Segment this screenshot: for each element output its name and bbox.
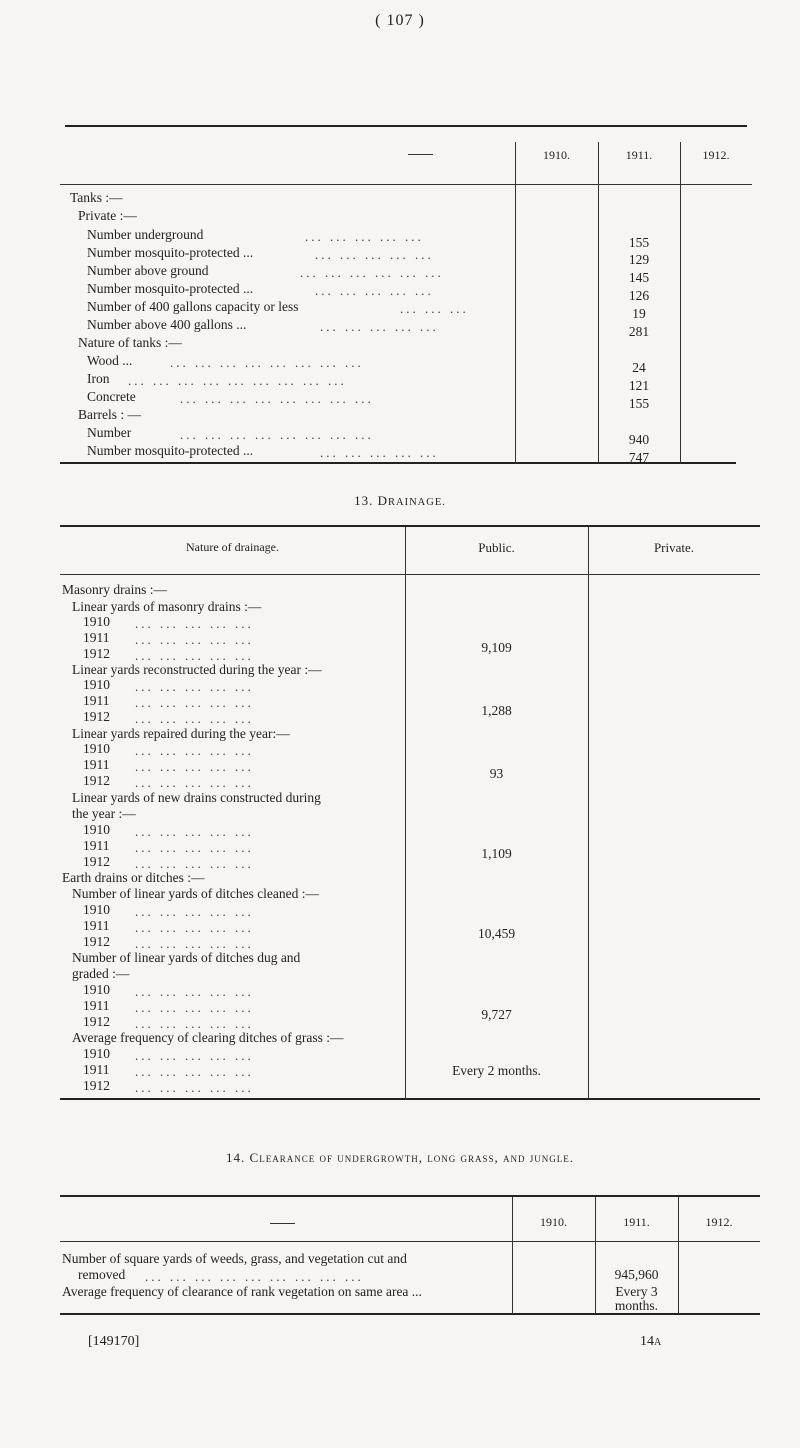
year-label: 1911 <box>83 918 110 933</box>
leader-dots: ... ... ... ... ... ... ... ... ... <box>128 373 347 388</box>
row-label: Number underground <box>87 227 204 242</box>
section-label: Tanks :— <box>70 190 123 205</box>
cell-value: 940 <box>628 432 650 447</box>
year-label: 1912 <box>83 934 110 949</box>
row-label: Linear yards reconstructed during the year :— <box>72 662 322 677</box>
year-label: 1911 <box>83 630 110 645</box>
year-label: 1911 <box>83 693 110 708</box>
leader-dots: ... ... ... ... ... <box>135 824 254 839</box>
year-label: 1911 <box>83 838 110 853</box>
section-label: Masonry drains :— <box>62 582 167 597</box>
page-number: ( 107 ) <box>375 12 425 29</box>
cell-value: 155 <box>628 235 650 250</box>
column-divider <box>588 527 589 1099</box>
leader-dots: ... ... ... ... ... <box>135 1064 254 1079</box>
row-label: graded :— <box>72 966 130 981</box>
leader-dots: ... ... ... ... ... <box>135 616 254 631</box>
column-divider <box>680 142 681 464</box>
section-label: Nature of tanks :— <box>78 335 182 350</box>
year-label: 1912 <box>83 709 110 724</box>
cell-value: 145 <box>628 270 650 285</box>
cell-value: 1,109 <box>481 846 512 861</box>
column-header: Public. <box>478 540 515 555</box>
year-label: 1912 <box>83 773 110 788</box>
leader-dots: ... ... ... ... ... <box>305 229 424 244</box>
row-label: Number mosquito-protected ... <box>87 443 254 458</box>
row-label: Number <box>87 425 132 440</box>
year-header: 1911. <box>623 1215 650 1229</box>
year-header: 1912. <box>702 148 730 162</box>
year-label: 1910 <box>83 614 110 629</box>
section-title-clearance: 14. Clearance of undergrowth, long grass, and jungle. <box>226 1150 574 1165</box>
cell-value: 24 <box>632 360 646 375</box>
cell-value: 126 <box>628 288 650 303</box>
row-label: Wood ... <box>87 353 133 368</box>
leader-dots: ... ... ... ... ... <box>135 679 254 694</box>
year-label: 1912 <box>83 854 110 869</box>
year-header: 1911. <box>625 148 653 162</box>
row-label: Concrete <box>87 389 136 404</box>
leader-dots: ... ... ... ... ... <box>135 984 254 999</box>
cell-value: 945,960 <box>614 1267 659 1282</box>
row-label: the year :— <box>72 806 136 821</box>
cell-value: 129 <box>628 252 650 267</box>
cell-value: 19 <box>632 306 646 321</box>
row-label: Iron <box>87 371 110 386</box>
leader-dots: ... ... ... ... ... ... ... ... <box>180 427 374 442</box>
column-header: Nature of drainage. <box>186 540 279 554</box>
leader-dots: ... ... ... ... ... <box>320 445 439 460</box>
cell-value: 155 <box>628 396 650 411</box>
year-label: 1911 <box>83 757 110 772</box>
cell-value: Every 2 months. <box>452 1063 541 1078</box>
cell-value: 1,288 <box>481 703 512 718</box>
table-rule-top <box>65 125 747 127</box>
table-rule-top <box>60 1195 760 1197</box>
leader-dots: ... ... ... ... ... <box>135 936 254 951</box>
year-label: 1910 <box>83 902 110 917</box>
year-label: 1911 <box>83 1062 110 1077</box>
cell-value: 747 <box>628 450 650 465</box>
leader-dots: ... ... ... ... ... <box>135 856 254 871</box>
leader-dots: ... ... ... ... ... <box>315 247 434 262</box>
leader-dots: ... ... ... ... ... ... <box>300 265 444 280</box>
year-header: 1910. <box>543 148 570 162</box>
cell-value: 9,109 <box>481 640 512 655</box>
cell-value: 121 <box>628 378 650 393</box>
cell-value: months. <box>614 1298 659 1313</box>
row-label: Number of linear yards of ditches dug and <box>72 950 301 965</box>
leader-dots: ... ... ... ... ... ... ... ... <box>180 391 374 406</box>
cell-value: 10,459 <box>477 926 516 941</box>
leader-dots: ... ... ... ... ... <box>135 1016 254 1031</box>
year-label: 1910 <box>83 677 110 692</box>
leader-dots: ... ... ... ... ... <box>135 904 254 919</box>
leader-dots: ... ... ... ... ... <box>320 319 439 334</box>
sheet-signature: 14a <box>640 1334 662 1349</box>
table-rule-bottom <box>60 1098 760 1100</box>
column-divider <box>515 142 516 464</box>
row-label: Average frequency of clearance of rank vegetation on same area ... <box>62 1284 422 1299</box>
leader-dots: ... ... ... ... ... <box>135 695 254 710</box>
leader-dots: ... ... ... ... ... <box>135 775 254 790</box>
year-label: 1911 <box>83 998 110 1013</box>
section-label: Private :— <box>78 208 137 223</box>
year-label: 1912 <box>83 646 110 661</box>
row-label: Number of 400 gallons capacity or less <box>87 299 299 314</box>
section-label: Earth drains or ditches :— <box>62 870 205 885</box>
leader-dots: ... ... ... <box>400 301 469 316</box>
leader-dots: ... ... ... ... ... ... ... ... ... <box>145 1269 364 1284</box>
cell-value: 9,727 <box>481 1007 512 1022</box>
row-label: Number mosquito-protected ... <box>87 281 254 296</box>
year-label: 1910 <box>83 982 110 997</box>
table-rule-header <box>60 184 752 185</box>
table-rule-header <box>60 1241 760 1242</box>
leader-dots: ... ... ... ... ... <box>135 840 254 855</box>
leader-dots: ... ... ... ... ... <box>135 648 254 663</box>
row-label: Number of linear yards of ditches cleaned :— <box>72 886 320 901</box>
row-label: Linear yards of new drains constructed during <box>72 790 321 805</box>
stub-dash <box>408 154 433 155</box>
section-title-drainage: 13. DRAINAGE. <box>354 493 446 508</box>
leader-dots: ... ... ... ... ... <box>135 759 254 774</box>
row-label: Linear yards of masonry drains :— <box>72 599 262 614</box>
print-code: [149170] <box>88 1334 140 1349</box>
row-label: Number of square yards of weeds, grass, and vegetation cut and <box>62 1251 407 1266</box>
leader-dots: ... ... ... ... ... <box>135 1048 254 1063</box>
cell-value: 93 <box>489 766 504 781</box>
cell-value: Every 3 <box>615 1284 658 1299</box>
leader-dots: ... ... ... ... ... <box>315 283 434 298</box>
row-label: Average frequency of clearing ditches of grass :— <box>72 1030 344 1045</box>
year-header: 1910. <box>540 1215 567 1229</box>
year-header: 1912. <box>705 1215 733 1229</box>
table-rule-header <box>60 574 760 575</box>
year-label: 1912 <box>83 1014 110 1029</box>
stub-dash <box>270 1223 295 1224</box>
row-label: Number mosquito-protected ... <box>87 245 254 260</box>
leader-dots: ... ... ... ... ... <box>135 632 254 647</box>
leader-dots: ... ... ... ... ... <box>135 711 254 726</box>
leader-dots: ... ... ... ... ... <box>135 920 254 935</box>
column-header: Private. <box>653 540 695 555</box>
year-label: 1910 <box>83 741 110 756</box>
table-rule-top <box>60 525 760 527</box>
row-label: Number above 400 gallons ... <box>87 317 247 332</box>
year-label: 1912 <box>83 1078 110 1093</box>
year-label: 1910 <box>83 822 110 837</box>
section-label: Barrels : — <box>78 407 141 422</box>
leader-dots: ... ... ... ... ... ... ... ... <box>170 355 364 370</box>
leader-dots: ... ... ... ... ... <box>135 743 254 758</box>
year-label: 1910 <box>83 1046 110 1061</box>
leader-dots: ... ... ... ... ... <box>135 1080 254 1095</box>
cell-value: 281 <box>628 324 650 339</box>
row-label: Number above ground <box>87 263 209 278</box>
leader-dots: ... ... ... ... ... <box>135 1000 254 1015</box>
row-label: removed <box>78 1267 126 1282</box>
row-label: Linear yards repaired during the year:— <box>72 726 290 741</box>
